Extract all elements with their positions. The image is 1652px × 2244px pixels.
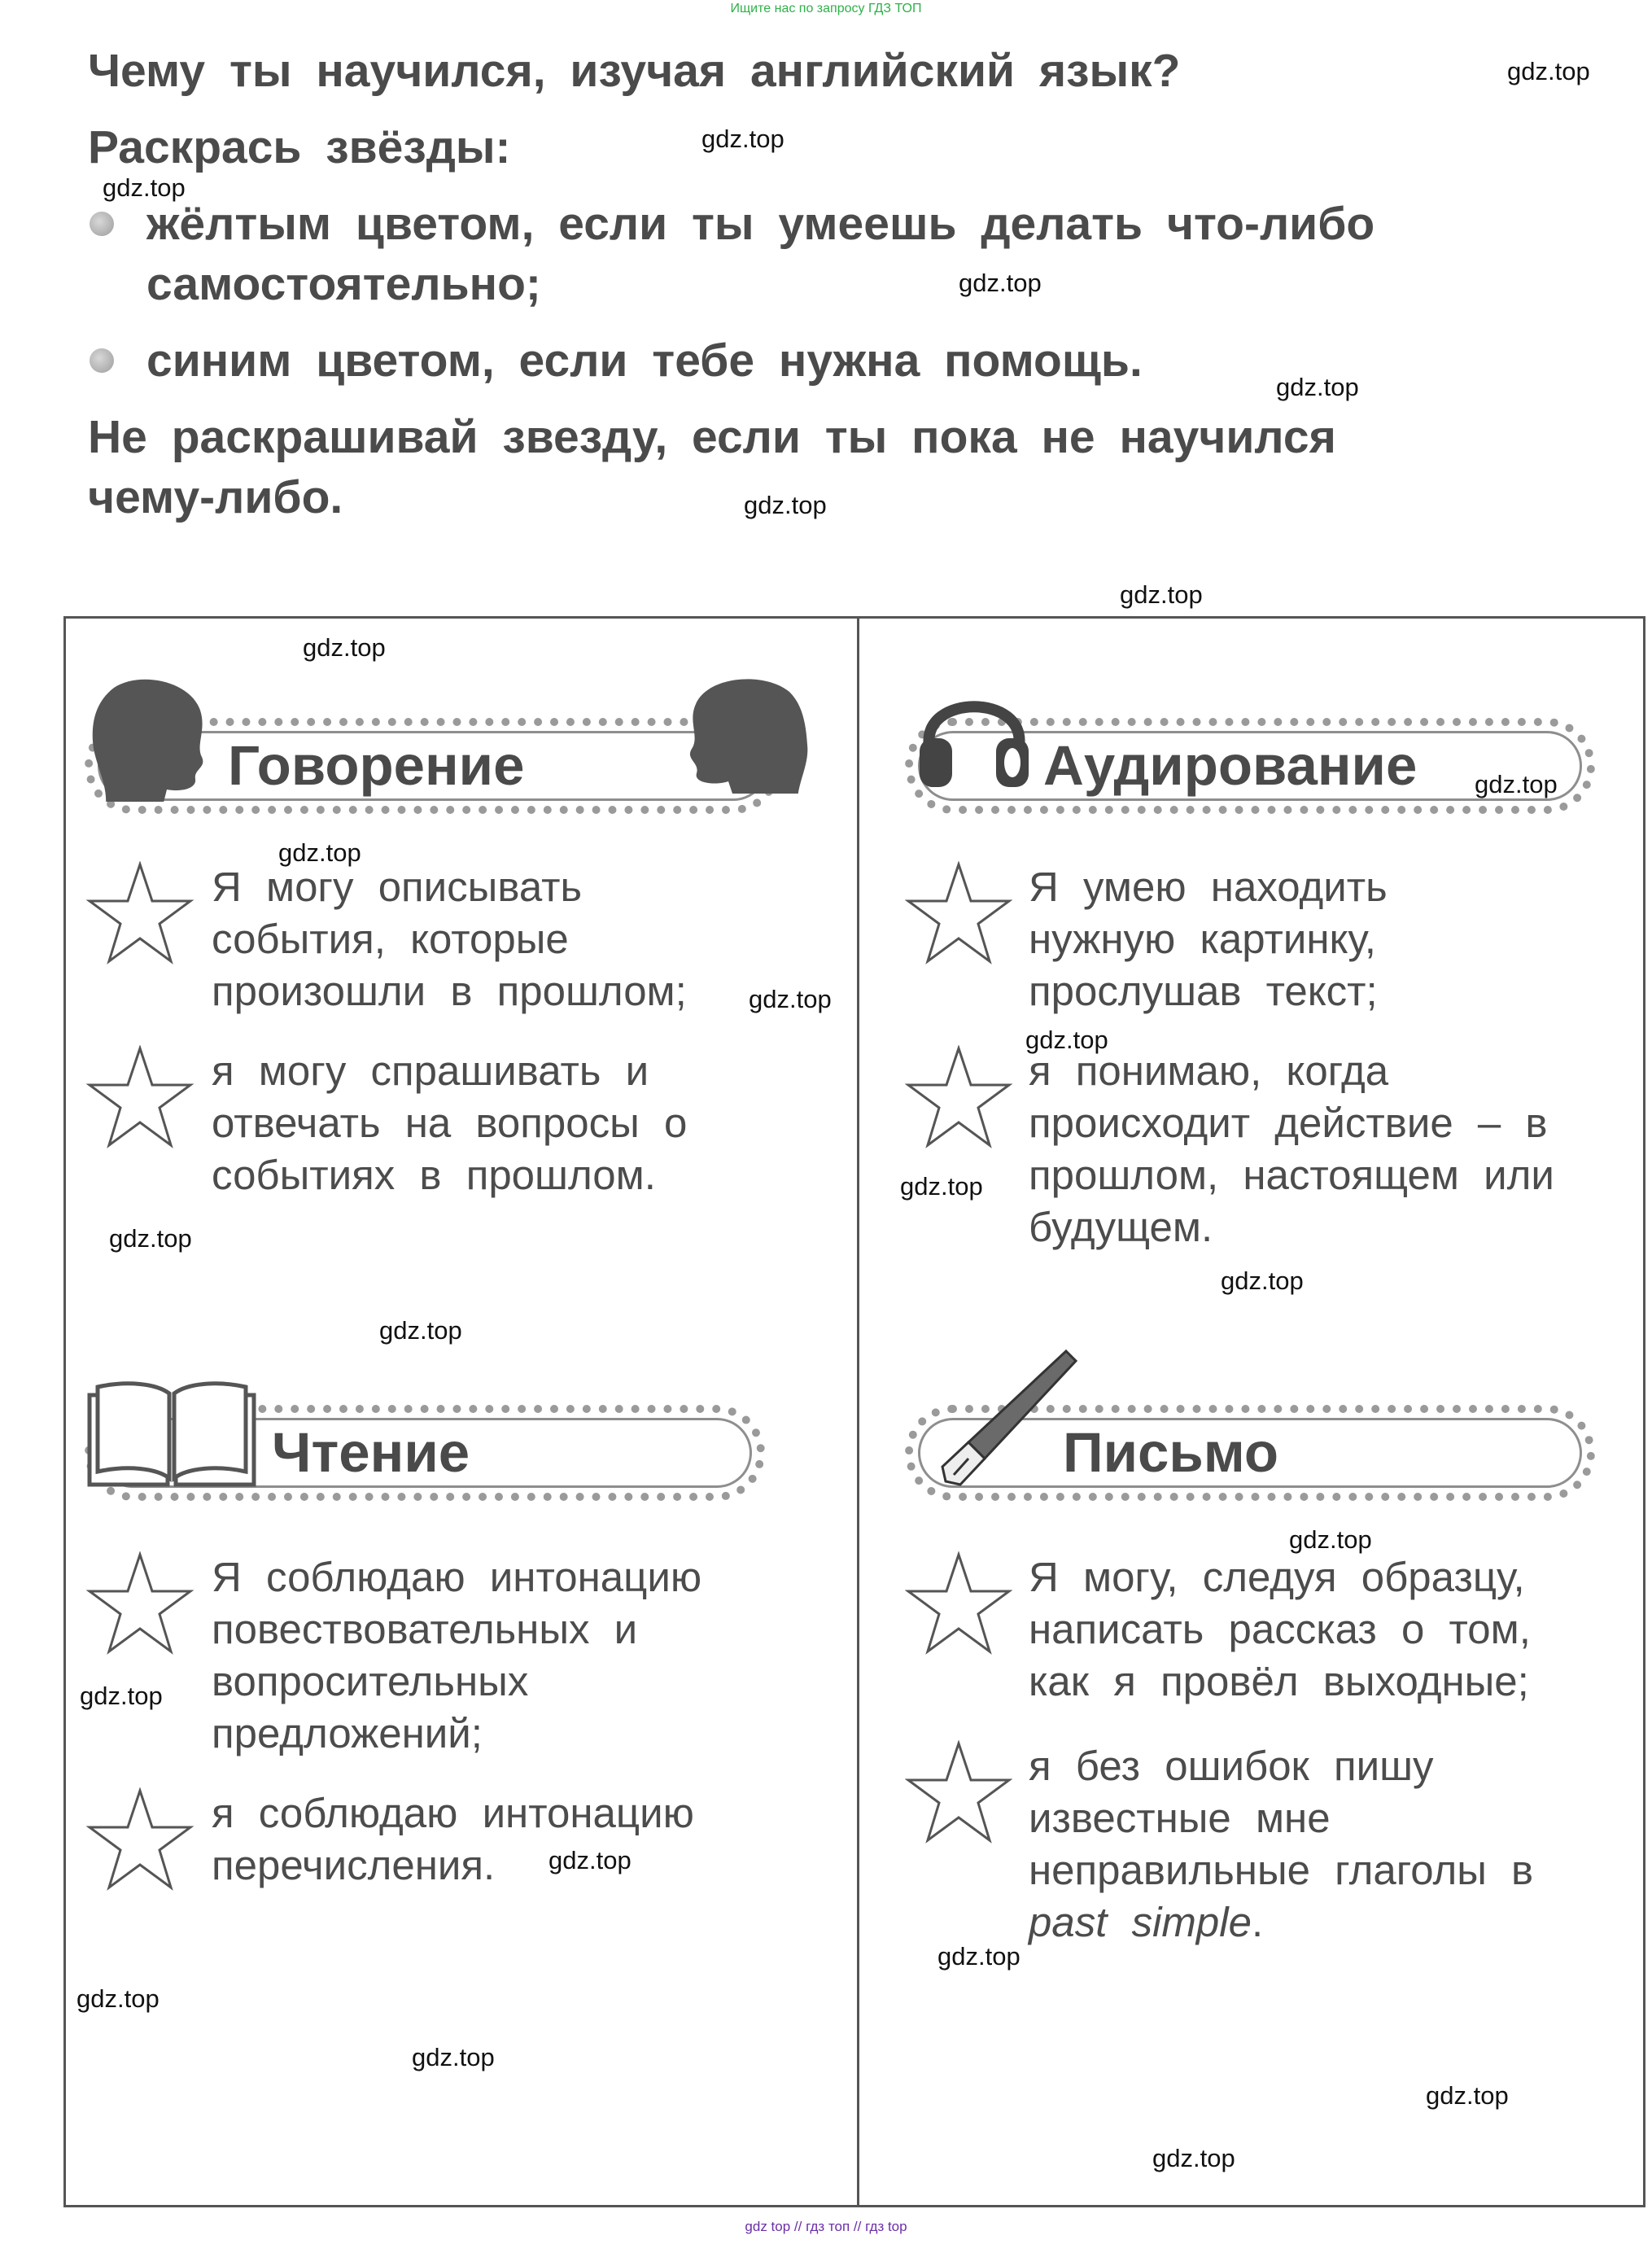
watermark: gdz.top	[1426, 2081, 1509, 2110]
star-outline-icon[interactable]	[905, 1551, 1012, 1656]
writing-item-2-text: я без ошибок пишу известные мне неправильные глаголы в	[1029, 1743, 1534, 1893]
watermark: gdz.top	[548, 1846, 632, 1874]
watermark: gdz.top	[103, 173, 186, 202]
watermark: gdz.top	[412, 2043, 495, 2071]
watermark: gdz.top	[1475, 770, 1558, 798]
reading-item-1: Я соблюдаю интонацию повествовательных и вопросительных предложений;	[212, 1554, 702, 1756]
watermark: gdz.top	[937, 1942, 1020, 1971]
star-outline-icon[interactable]	[86, 861, 194, 965]
footer-note: gdz top // гдз топ // гдз top	[745, 2219, 907, 2234]
watermark: gdz.top	[76, 1984, 160, 2013]
header-note: Ищите нас по запросу ГДЗ ТОП	[730, 2, 922, 15]
headphones-icon	[913, 669, 1035, 791]
bullet-yellow	[88, 194, 1392, 314]
watermark: gdz.top	[744, 491, 827, 519]
speaking-item-1: Я могу описывать события, которые произошли в прошлом;	[212, 864, 687, 1014]
watermark: gdz.top	[1276, 373, 1359, 401]
bullet-blue-text: синим цветом, если тебе нужна помощь.	[146, 335, 1143, 387]
watermark: gdz.top	[1120, 580, 1203, 609]
bullet-yellow-text: жёлтым цветом, если ты умеешь делать что-либо самостоятельно;	[146, 198, 1375, 310]
head-silhouette-icon	[667, 671, 814, 794]
watermark: gdz.top	[701, 125, 784, 153]
watermark: gdz.top	[900, 1172, 983, 1201]
watermark: gdz.top	[1289, 1525, 1372, 1554]
star-outline-icon[interactable]	[905, 1045, 1012, 1149]
watermark: gdz.top	[959, 269, 1042, 297]
watermark: gdz.top	[109, 1224, 192, 1253]
reading-item-2: я соблюдаю интонацию перечисления.	[212, 1790, 694, 1888]
speaking-title: Говорение	[228, 734, 525, 797]
listening-item-2: я понимаю, когда происходит действие – в прошлом, настоящем или будущем.	[1029, 1048, 1554, 1250]
star-outline-icon[interactable]	[905, 861, 1012, 965]
star-outline-icon[interactable]	[86, 1787, 194, 1892]
watermark: gdz.top	[1507, 57, 1590, 85]
intro-block	[88, 41, 1431, 544]
watermark: gdz.top	[1025, 1026, 1108, 1054]
fountain-pen-icon	[936, 1345, 1082, 1491]
watermark: gdz.top	[749, 985, 832, 1013]
watermark: gdz.top	[80, 1682, 163, 1710]
star-outline-icon[interactable]	[905, 1740, 1012, 1844]
writing-item-2-term: past simple	[1029, 1899, 1252, 1945]
bullet-dot-icon	[90, 348, 114, 373]
listening-title: Аудирование	[1043, 734, 1418, 797]
listening-item-1: Я умею находить нужную картинку, прослушав текст;	[1029, 864, 1388, 1014]
reading-title: Чтение	[272, 1421, 470, 1484]
column-divider	[857, 616, 859, 2207]
watermark: gdz.top	[1152, 2144, 1235, 2172]
writing-item-2	[1029, 1740, 1549, 1949]
head-silhouette-icon	[90, 671, 212, 802]
intro-question: Чему ты научился, изучая английский язык?	[88, 45, 1181, 97]
intro-instruction: Раскрась звёзды:	[88, 121, 511, 173]
watermark: gdz.top	[379, 1316, 462, 1345]
speaking-item-2: я могу спрашивать и отвечать на вопросы о событиях в прошлом.	[212, 1048, 688, 1198]
watermark: gdz.top	[1221, 1266, 1304, 1295]
intro-note: Не раскрашивай звезду, если ты пока не научился чему-либо.	[88, 411, 1336, 523]
bullet-blue	[88, 330, 1431, 391]
watermark: gdz.top	[303, 633, 386, 662]
star-outline-icon[interactable]	[86, 1551, 194, 1656]
watermark: gdz.top	[278, 838, 361, 867]
writing-item-2-end: .	[1251, 1899, 1264, 1945]
writing-title: Письмо	[1063, 1421, 1279, 1484]
star-outline-icon[interactable]	[86, 1045, 194, 1149]
bullet-dot-icon	[90, 212, 114, 236]
writing-item-1: Я могу, следуя образцу, написать рассказ о том, как я провёл выходные;	[1029, 1554, 1531, 1704]
open-book-icon	[83, 1377, 260, 1491]
